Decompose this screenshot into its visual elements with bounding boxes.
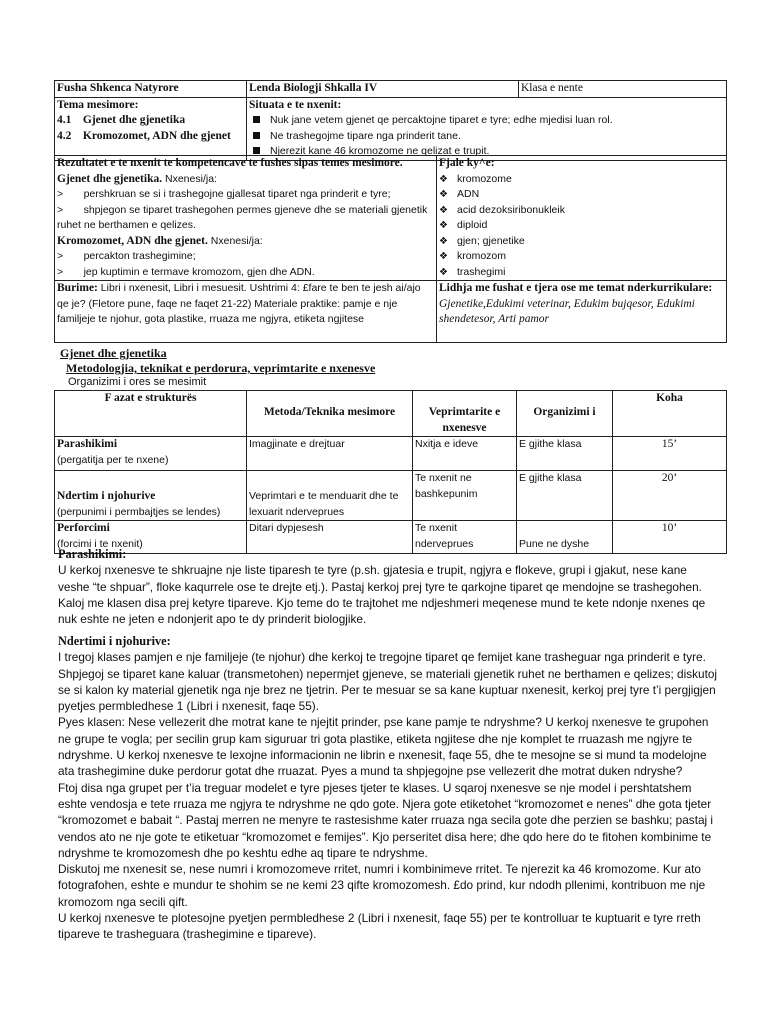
bullet-square-icon (253, 147, 260, 154)
header-activity: Veprimtarite e nxenesve (413, 391, 517, 437)
grade-cell: Klasa e nente (519, 81, 727, 98)
outcome-4: jep kuptimin e termave kromozom, gjen dhe ADN. (83, 265, 315, 278)
sources-label: Burime: (57, 282, 98, 294)
situation-line-2: Ne trashegojme tipare nga prinderit tane. (270, 129, 461, 142)
outcome-1: pershkruan se si i trashegojne gjallesat tiparet nga prinderit e tyre; (83, 188, 391, 200)
method-cell: Ditari dypjesesh (247, 521, 413, 554)
keyword-item: trashegimi (457, 265, 506, 278)
links-text: Gjenetike,Edukimi veterinar, Edukim bujqesor, Edukimi shendetesor, Arti pamor (439, 297, 695, 325)
header-phase: F azat e strukturës (55, 391, 247, 437)
links-cell (437, 281, 727, 343)
keywords-list (439, 172, 724, 281)
construction-title: Ndertimi i njohurive: (58, 634, 171, 648)
diamond-bullet-icon: ❖ (439, 235, 448, 247)
time-cell: 15’ (613, 437, 727, 471)
activity-cell: Te nxenit nderveprues (413, 521, 517, 554)
topic-cell (55, 97, 247, 160)
outcomes-student: Nxenesi/ja: (162, 172, 217, 185)
keywords-heading: Fjale ky^e: (439, 157, 495, 169)
organisation-cell: E gjithe klasa (517, 471, 613, 521)
outcomes-student-2: Nxenesi/ja: (207, 234, 263, 247)
construction-paragraph: Diskutoj me nxenesit se, nese numri i kromozomeve rritet, numri i kombinimeve rritet. Te njerezit ka 46 kromozome. Kur ato fotografohen, eshte e mundur te shohim se ne kemi 23 qifte kromozomesh. £do prind, kur ndodh pllenimi, kontribuon me nje kromozom nga secili qift. (58, 862, 706, 909)
topic-item2: Kromozomet, ADN dhe gjenet (82, 129, 231, 142)
prediction-section (58, 546, 718, 627)
prediction-text: U kerkoj nxenesve te shkruajne nje liste tiparesh te tyre (p.sh. gjatesia e trupit, ngjyra e flokeve, grupi i gjakut, nese kane veshe “te shpuar”, floke kaqurrele ose te drejte etj.). Pastaj kerkoj prej tyre te qarkojne tiparet qe mendojne se trashegohen. Kaloj me klasen disa prej ketyre tipareve. Kjo teme do te trajtohet me ndjeshmeri meqenese mund te kete ndonje nxenes qe nuk eshte ne jeten e ndonjerit apo te dy prinderit biologjike. (58, 563, 706, 627)
construction-section (58, 633, 718, 943)
outcome-2: shpjegon se tiparet trashegohen permes gjeneve dhe se materiali gjenetik ruhet ne berthamen e qelizes. (57, 203, 428, 231)
phase-sub: (pergatitja per te nxene) (57, 453, 169, 466)
sources-text: Libri i nxenesit, Libri i mesuesit. Ushtrimi 4: £fare te ben te jesh ai/ajo qe je? (Fletore pune, faqe ne faqet 21-22) Materiale praktike: pamje e nje familjeje te njohur, gota plastike, rruaza me ngjyra, etiketa ngjitese (57, 282, 421, 325)
header-time: Koha (613, 391, 727, 437)
prediction-title: Parashikimi: (58, 547, 127, 561)
outcomes-table (54, 155, 727, 343)
situation-cell (247, 97, 727, 160)
method-cell: Veprimtari e te menduarit dhe te lexuarit nderveprues (247, 471, 413, 521)
table-row (55, 471, 727, 521)
topic-item2-num: 4.2 (57, 129, 72, 142)
diamond-bullet-icon: ❖ (439, 189, 448, 200)
section-title: Gjenet dhe gjenetika (60, 346, 167, 360)
construction-paragraph: Ftoj disa nga grupet per t’ia treguar modelet e tyre pjeses tjeter te klases. U sqaroj nxenesve se nje model i pershtatshem eshte vendosja e tete rruaza me ngjyra te ndryshme ne qdo gote. Njera gote etiketohet “kromozomet e nenes” dhe gota tjeter “kromozomet e babait “. Pastaj merren ne menyre te rastesishme kater rruaza nga secila gote dhe perzien se bashku; pastaj i vendos ato ne nje gote te etiketuar “kromozomet e femijes”. Kjo perseritet disa here; dhe qdo here do te fitohen kombinime te ndryshme te kromozomesh dhe po keshtu edhe aq tipare te ndryshme. (58, 780, 714, 860)
phase-sub: (perpunimi i permbajtjes se lendes) (57, 505, 221, 518)
keyword-item: kromozom (457, 250, 507, 262)
situation-line-3: Njerezit kane 46 kromozome ne qelizat e trupit. (270, 145, 490, 157)
phase-name: Parashikimi (57, 438, 118, 450)
activity-cell: Nxitja e ideve (413, 437, 517, 471)
construction-paragraph: I tregoj klases pamjen e nje familjeje (te njohur) dhe kerkoj te tregojne tiparet qe femijet kane trasheguar nga prinderit e tyre. Shpjegoj se tiparet kane kaluar (transmetohen) nepermjet gjeneve, se materiali gjenetik ruhet ne berthamen e qelizes; diskutoj se si kalon ky material gjenetik nga nje brez ne tjetrin. Per te mesuar se sa kane kuptuar nxenesit, kerkoj prej tyre t’i pergjigjen pyetjes permbledhese 1 (Libri i nxenesit, faqe 55). (58, 650, 718, 714)
sources-cell (55, 281, 437, 343)
diamond-bullet-icon: ❖ (439, 220, 448, 231)
outcome-3: percakton trashegimine; (83, 250, 196, 262)
phase-name: Perforcimi (57, 522, 110, 534)
phase-name: Ndertim i njohurive (57, 490, 156, 502)
keyword-item: kromozome (457, 172, 512, 185)
header-method: Metoda/Teknika mesimore (247, 391, 413, 437)
diamond-bullet-icon: ❖ (439, 173, 448, 185)
activity-cell: Te nxenit ne bashkepunim (413, 471, 517, 521)
diamond-bullet-icon: ❖ (439, 204, 448, 216)
header-organisation: Organizimi i (517, 391, 613, 437)
phase-sub: (forcimi i te nxenit) (57, 537, 143, 550)
methodology-title: Metodologjia, teknikat e perdorura, veprimtarite e nxenesve (66, 361, 376, 375)
construction-paragraph: U kerkoj nxenesve te plotesojne pyetjen permbledhese 2 (Libri i nxenesit, faqe 55) per te kontrolluar te kuptuarit e tyre rreth tipareve te trasheguara (trashegimine e tipareve). (58, 911, 701, 942)
construction-paragraph: Pyes klasen: Nese vellezerit dhe motrat kane te njejtit prinder, pse kane pamje te ndryshme? U kerkoj nxenesve te grupohen ne grupe te vogla; per secilin grup kam siguruar tri gota plastike, etiketa ngjitese dhe nje komplet te rruazash me ngjyre te ndryshme. U kerkoj nxenesve te lexojne informacionin ne librin e nxenesit, faqe 55, dhe te mesojne se si mund ta modelojne ata trashegimine duke perdorur gotat dhe rruazat. Pyes a mund ta shpjegojne pse vellezerit dhe motrat duken ndryshe? (58, 715, 709, 779)
links-heading: Lidhja me fushat e tjera ose me temat nderkurrikulare: (439, 282, 713, 294)
time-cell: 10’ (613, 521, 727, 554)
diamond-bullet-icon: ❖ (439, 266, 448, 278)
keyword-item: gjen; gjenetike (457, 234, 525, 247)
topic-heading: Tema mesimore: (57, 98, 139, 111)
field-cell: Fusha Shkenca Natyrore (55, 81, 247, 98)
keyword-item: acid dezoksiribonukleik (457, 203, 565, 216)
table-row (55, 437, 727, 471)
bullet-square-icon (253, 116, 260, 123)
organisation-cell: Pune ne dyshe (517, 521, 613, 554)
situation-heading: Situata e te nxenit: (249, 98, 342, 111)
outcomes-cell: Rezultatet e te nxenit te kompetencave te fushes sipas temes mesimore. Gjenet dhe gjenetika. Nxenesi/ja: > pershkruan se si i trashegojne gjallesat tiparet nga prinderit e tyre; > shpjegon se tiparet trashegohen permes gjeneve dhe se materiali gjenetik ruhet ne berthamen e qelizes. Kromozomet, ADN dhe gjenet. Nxenesi/ja: > percakton trashegimine; > jep kuptimin e termave kromozom, gjen dhe ADN. (55, 156, 437, 281)
diamond-bullet-icon: ❖ (439, 251, 448, 262)
topic-item1-num: 4.1 (57, 114, 72, 126)
keyword-item: diploid (457, 219, 488, 231)
structure-table (54, 390, 727, 554)
topic-item1: Gjenet dhe gjenetika (82, 114, 186, 126)
organisation-title: Organizimi i ores se mesimit (68, 376, 207, 388)
bullet-square-icon (253, 132, 260, 139)
situation-line-1: Nuk jane vetem gjenet qe percaktojne tiparet e tyre; edhe mjedisi luan rol. (270, 114, 613, 126)
method-cell: Imagjinate e drejtuar (247, 437, 413, 471)
subject-cell: Lenda Biologji Shkalla IV (247, 81, 519, 98)
keyword-item: ADN (457, 188, 480, 200)
lesson-info-table (54, 80, 727, 161)
outcomes-heading-2: Kromozomet, ADN dhe gjenet. (57, 234, 208, 247)
keywords-cell (437, 156, 727, 281)
outcomes-heading: Rezultatet e te nxenit te kompetencave te fushes sipas temes mesimore. Gjenet dhe gjenetika. (57, 157, 403, 185)
time-cell: 20’ (613, 471, 727, 521)
organisation-cell: E gjithe klasa (517, 437, 613, 471)
